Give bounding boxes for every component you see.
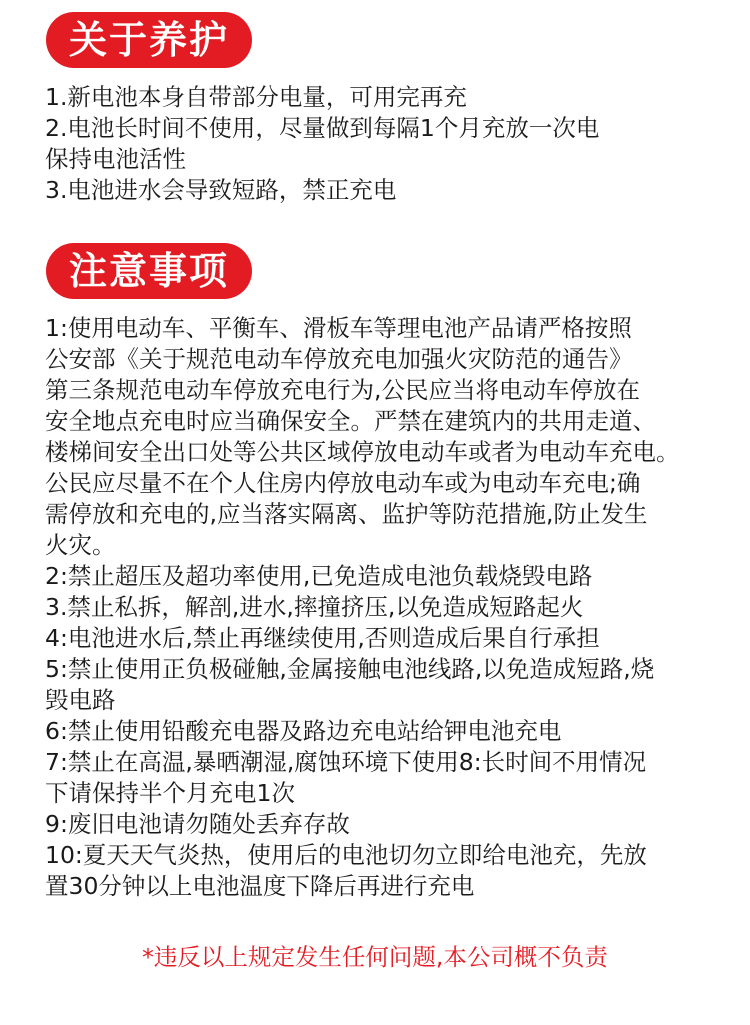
notice-item-1: 1:使用电动车、平衡车、滑板车等理电池产品请严格按照 公安部《关于规范电动车停放充电加强火灾防范的通告》 第三条规范电动车停放充电行为,公民应当将电动车停放在 安全地点充电时应当确保安全。严禁在建筑内的共用走道、 楼梯间安全出口处等公共区域停放电动车或者为电动车充电。 公民应尽量不在个人住房内停放电动车或为电动车充电;确 需停放和充电的,应当落实隔离、监护等防范措施,防止发生 火灾。 xyxy=(45,314,680,559)
notice-item-5: 5:禁止使用正负极碰触,金属接触电池线路,以免造成短路,烧 毁电路 xyxy=(45,655,655,714)
notice-item-6: 6:禁止使用铅酸充电器及路边充电站给钾电池充电 xyxy=(45,717,562,745)
notice-item-9: 10:夏天天气炎热，使用后的电池切勿立即给电池充，先放 置30分钟以上电池温度下降后再进行充电 xyxy=(45,841,647,900)
care-item-1: 1.新电池本身自带部分电量，可用完再充 xyxy=(45,83,467,111)
care-section-title: 关于养护 xyxy=(46,12,252,68)
care-item-3: 3.电池进水会导致短路，禁正充电 xyxy=(45,176,397,204)
care-item-2: 2.电池长时间不使用，尽量做到每隔1个月充放一次电 保持电池活性 xyxy=(45,114,600,173)
notice-item-3: 3.禁止私拆，解剖,进水,摔撞挤压,以免造成短路起火 xyxy=(45,593,584,621)
notice-item-8: 9:废旧电池请勿随处丢弃存故 xyxy=(45,810,350,838)
disclaimer-text: *违反以上规定发生任何问题,本公司概不负责 xyxy=(142,943,608,971)
notice-list xyxy=(45,313,735,902)
notice-section-title: 注意事项 xyxy=(46,243,252,299)
care-list xyxy=(45,82,735,206)
notice-item-7: 7:禁止在高温,暴晒潮湿,腐蚀环境下使用8:长时间不用情况 下请保持半个月充电1次 xyxy=(45,748,647,807)
notice-item-2: 2:禁止超压及超功率使用,已免造成电池负载烧毁电路 xyxy=(45,562,593,590)
notice-item-4: 4:电池进水后,禁止再继续使用,否则造成后果自行承担 xyxy=(45,624,600,652)
